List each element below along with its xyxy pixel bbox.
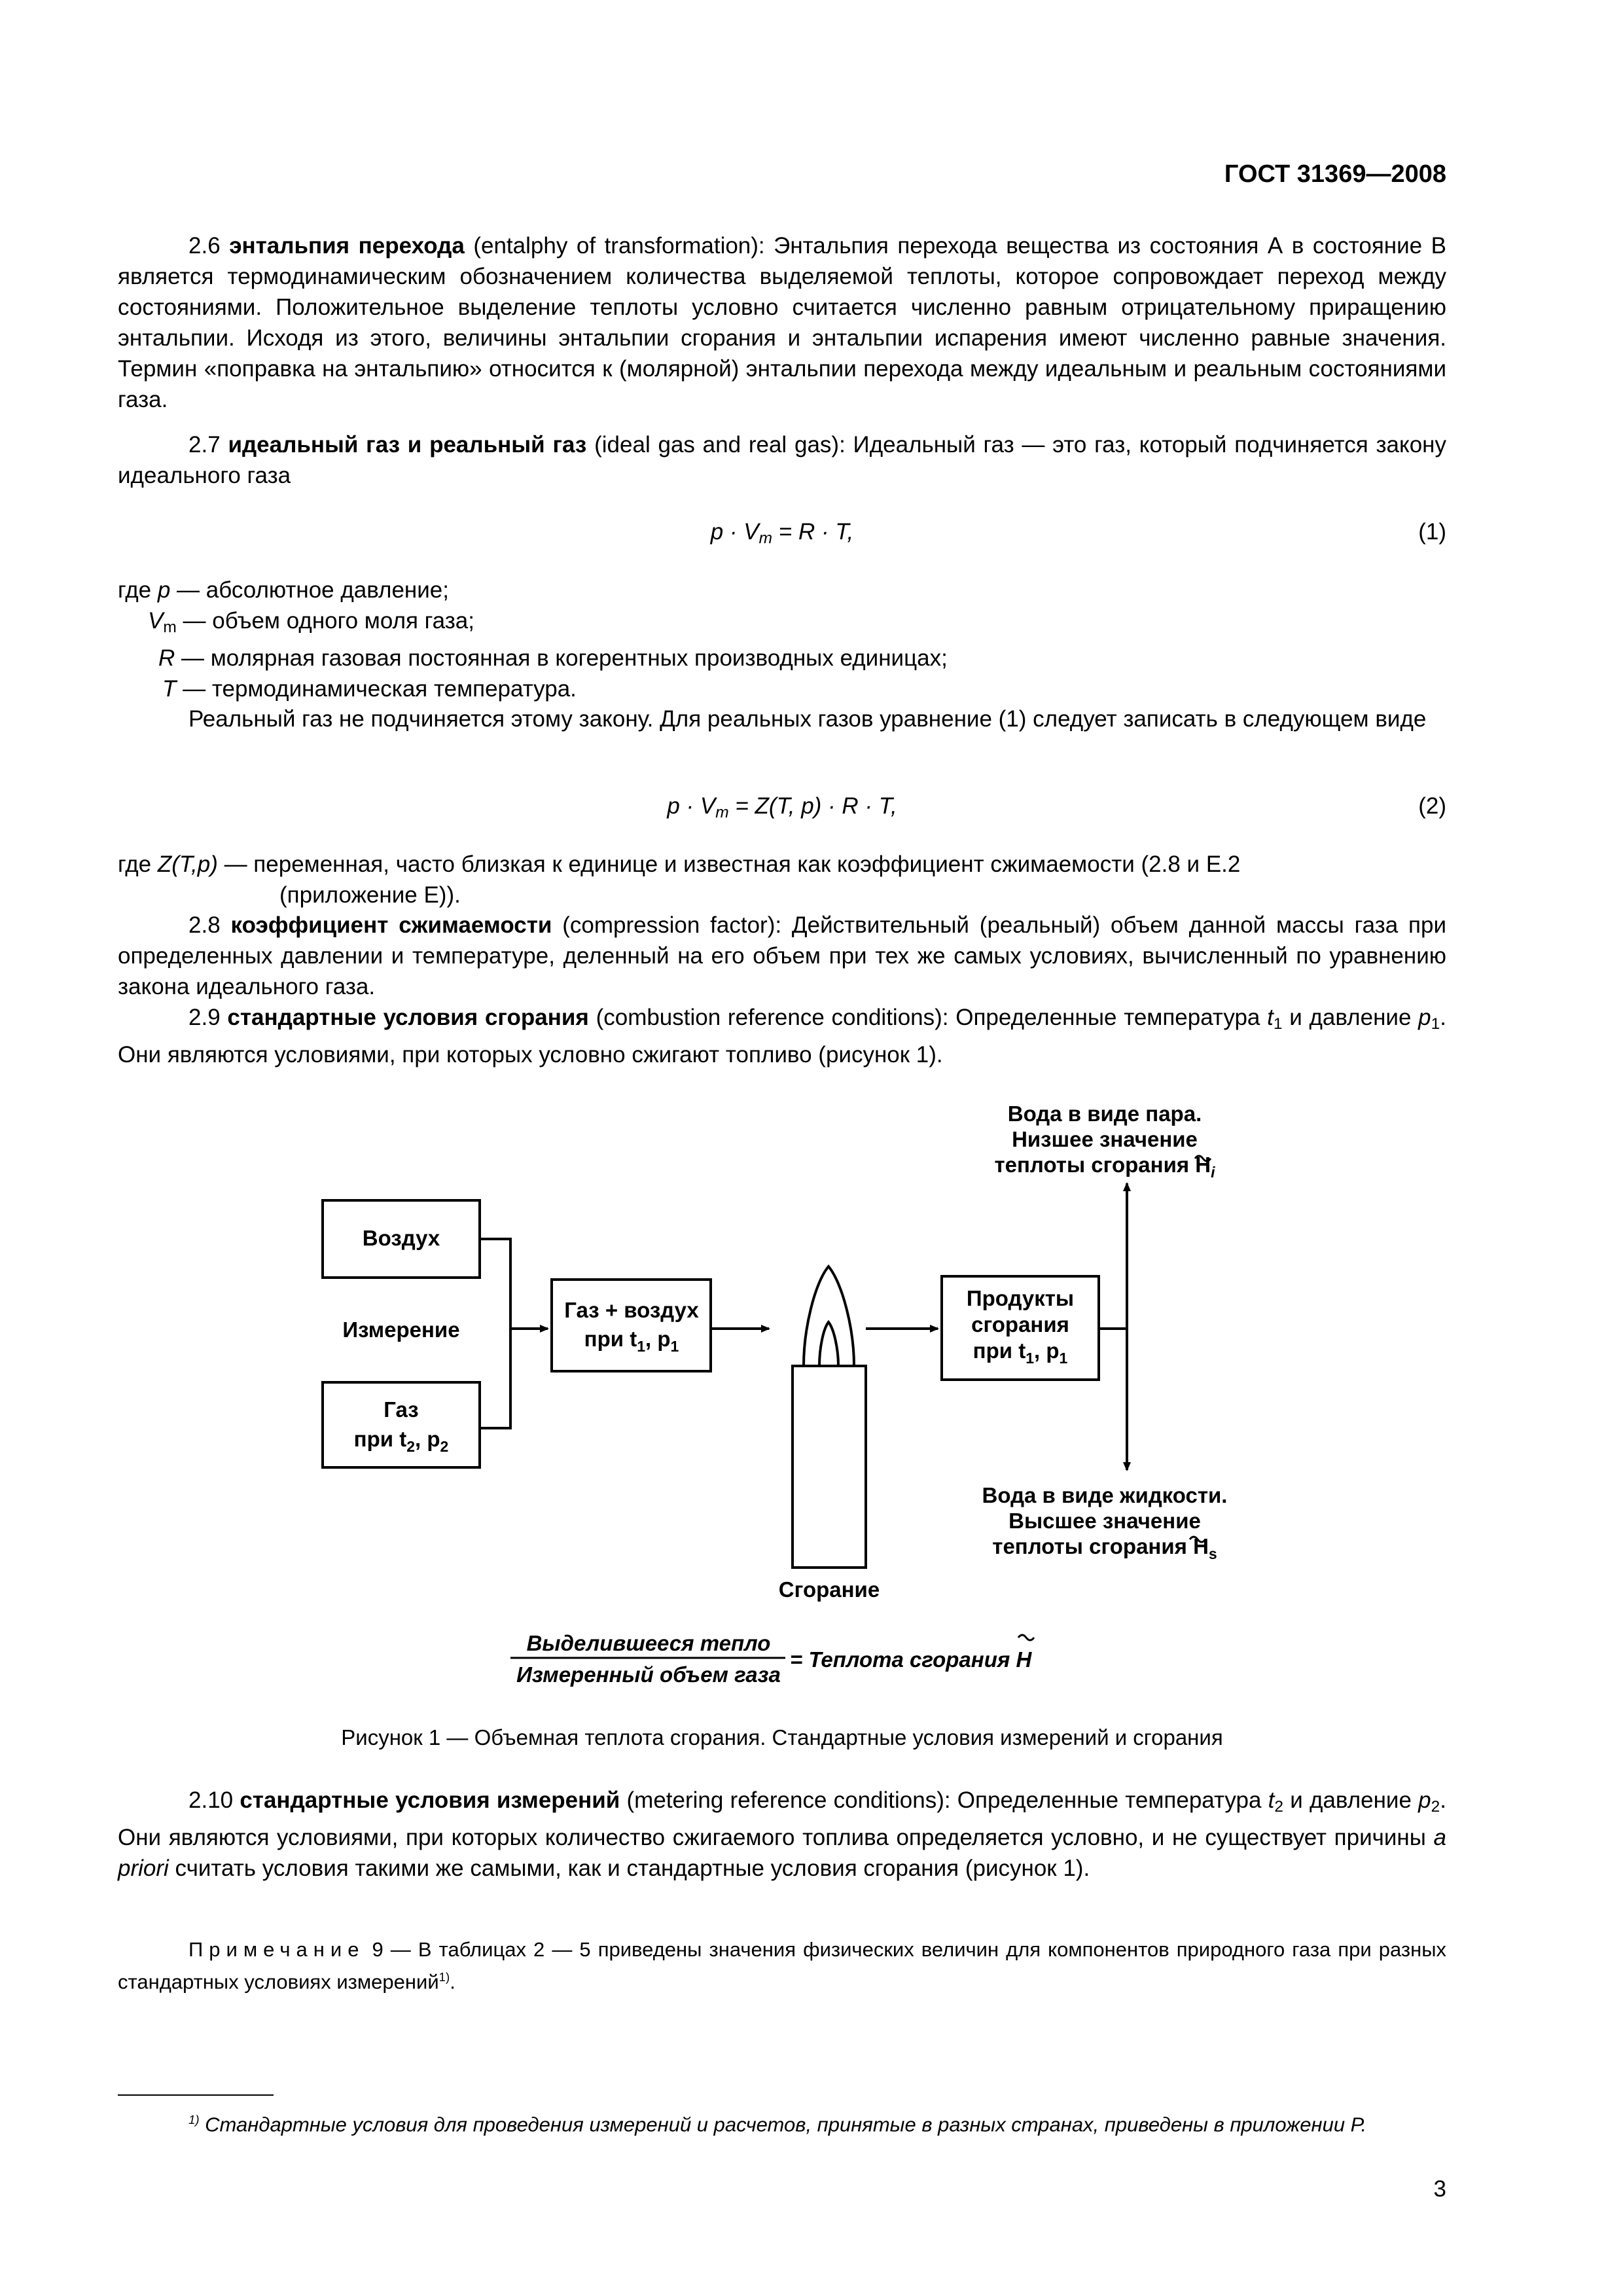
clause-text: (entalphy of transformation): Энтальпия перехода вещества из состояния А в состояние В является термодинамическим обозначением количества выделяемой теплоты, которое сопровождает переход между состояниями. Положительное выделение теплоты условно считается численно равным отрицательному приращению энтальпии. Исходя из этого, величины энтальпии сгорания и энтальпии испарения имеют численно равные значения. Термин «поправка на энтальпию» относится к (молярной) энтальпии перехода между идеальным и реальным состояниями газа. — [118, 233, 1446, 412]
clause-term: стандартные условия измерений — [240, 1787, 620, 1813]
clause-2-9: 2.9 стандартные условия сгорания (combustion reference conditions): Определенные температура $t_1$ и давление $p_1$. Они являются условиями, при которых условно сжигают топливо (рисунок 1). — [118, 1005, 1446, 1068]
fraction-denominator: Измеренный объем газа — [516, 1662, 781, 1687]
combustion-label: Сгорание — [778, 1577, 880, 1602]
definition-p: где p — абсолютное давление; — [118, 577, 449, 603]
flame-inner-icon — [819, 1322, 838, 1366]
fraction-numerator: Выделившееся тепло — [526, 1631, 771, 1655]
tilde-mark-icon — [1018, 1635, 1034, 1640]
gas-box — [323, 1382, 480, 1467]
equation-formula: $p \cdot V_m = R \cdot T$, — [710, 519, 854, 548]
merge-connector — [480, 1239, 510, 1428]
clause-term: стандартные условия сгорания — [227, 1005, 589, 1030]
note-label: Примечание — [188, 1938, 365, 1961]
burner-body — [793, 1366, 866, 1568]
definition-r: R — молярная газовая постоянная в когерентных производных единицах; — [158, 645, 948, 672]
gas-conditions: при $t_2$, $p_2$ — [353, 1427, 449, 1455]
real-gas-paragraph: Реальный газ не подчиняется этому закону. Для реальных газов уравнение (1) следует записать в следующем виде — [188, 706, 1427, 732]
gas-label: Газ — [383, 1397, 419, 1422]
vapor-label-1: Вода в виде пара. — [1007, 1102, 1202, 1126]
clause-number: 2.8 — [188, 912, 231, 938]
measurement-label: Измерение — [342, 1318, 460, 1342]
equation-number: (1) — [1418, 519, 1446, 545]
equation-formula: $p \cdot V_m = Z(T$, p) · R · T, — [667, 793, 897, 822]
clause-2-10: 2.10 стандартные условия измерений (metering reference conditions): Определенные температура $t_2$ и давление $p_2$. Они являются условиями, при которых количество сжигаемого топлива определяется условно, и не существует причины a priori считать условия такими же самыми, как и стандартные условия сгорания (рисунок 1). — [118, 1787, 1446, 1882]
vapor-label-3: теплоты сгорания $H_i$ — [994, 1153, 1215, 1181]
flame-outer-icon — [804, 1266, 854, 1366]
equation-number: (2) — [1418, 793, 1446, 819]
clause-number: 2.10 — [188, 1787, 240, 1813]
liquid-label-3: теплоты сгорания $H_s$ — [992, 1534, 1217, 1562]
vapor-label-2: Низшее значение — [1012, 1127, 1198, 1151]
fraction-result: = Теплота сгорания H — [790, 1647, 1032, 1672]
clause-term: энтальпия перехода — [229, 233, 465, 259]
figure-caption: Рисунок 1 — Объемная теплота сгорания. Стандартные условия измерений и сгорания — [341, 1725, 1223, 1749]
mixture-label: Газ + воздух — [564, 1298, 699, 1322]
air-label: Воздух — [362, 1226, 440, 1250]
note-9: Примечание 9 — В таблицах 2 — 5 приведены значения физических величин для компонентов природного газа при разных стандартных условиях измерений$^{1)}$. — [118, 1938, 1446, 1994]
liquid-label-2: Высшее значение — [1008, 1509, 1201, 1533]
mixture-box — [552, 1280, 711, 1371]
footnote: $^{1)}$ Стандартные условия для проведения измерений и расчетов, принятые в разных странах, приведены в приложении Р. — [188, 2113, 1367, 2136]
products-conditions: при $t_1$, $p_1$ — [972, 1338, 1068, 1367]
products-label-1: Продукты — [966, 1286, 1075, 1310]
clause-number: 2.9 — [188, 1005, 228, 1030]
definition-z: где Z(T,p) — переменная, часто близкая к единице и известная как коэффициент сжимаемости (2.8 и Е.2 (приложение Е)). — [118, 852, 1241, 908]
clause-term: идеальный газ и реальный газ — [228, 432, 587, 457]
liquid-label-1: Вода в виде жидкости. — [982, 1483, 1228, 1507]
clause-number: 2.7 — [188, 432, 228, 457]
page-number: 3 — [1433, 2176, 1446, 2202]
definition-t: T — термодинамическая температура. — [162, 676, 577, 702]
definition-vm: $V_m$ — объем одного моля газа; — [148, 608, 474, 637]
mixture-conditions: при $t_1$, $p_1$ — [584, 1327, 679, 1355]
clause-text: (compression factor): Действительный (реальный) объем данной массы газа при определенных давлении и температуре, деленный на его объем при тех же самых условиях, вычисленный по уравнению закона идеального газа. — [118, 912, 1446, 999]
clause-term: коэффициент сжимаемости — [230, 912, 552, 938]
document-code: ГОСТ 31369—2008 — [1224, 160, 1446, 188]
clause-number: 2.6 — [188, 233, 230, 259]
products-label-2: сгорания — [971, 1312, 1069, 1336]
clause-text: (ideal gas and real gas): Идеальный газ — это газ, который подчиняется закону идеального газа — [118, 432, 1447, 488]
